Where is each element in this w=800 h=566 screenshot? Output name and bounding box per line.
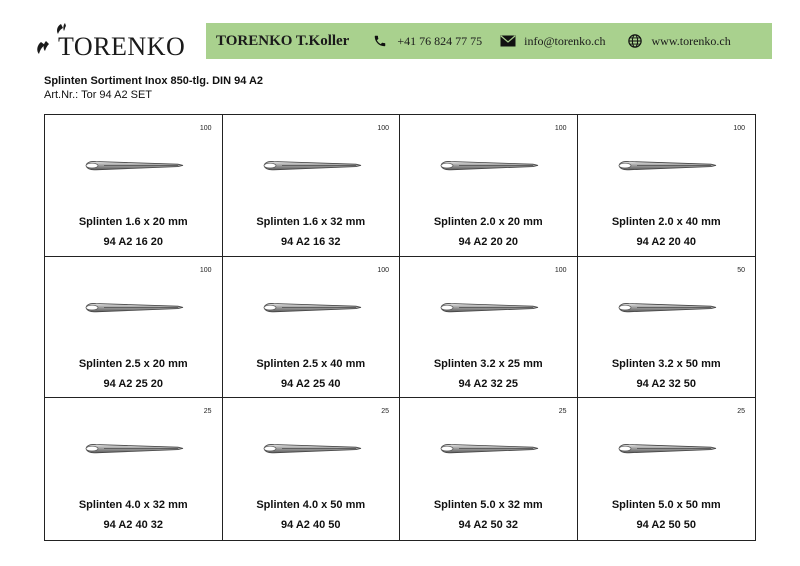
product-cell [400, 398, 578, 540]
product-code: 94 A2 25 20 [103, 377, 164, 390]
product-cell [578, 257, 756, 399]
product-code: 94 A2 40 32 [103, 519, 164, 532]
product-name: Splinten 2.0 x 40 mm [611, 216, 721, 228]
product-name: Splinten 3.2 x 50 mm [611, 357, 721, 370]
website-url: www.torenko.ch [651, 33, 731, 48]
product-code: 94 A2 16 32 [280, 236, 341, 248]
product-cell [223, 257, 401, 399]
quantity-label: 25 [381, 408, 389, 416]
product-title: Splinten Sortiment Inox 850-tlg. DIN 94 A2 [44, 75, 264, 87]
product-cell [223, 398, 401, 540]
product-cell [400, 257, 578, 399]
product-code: 94 A2 16 20 [103, 236, 164, 248]
cotter-pin-image [260, 440, 364, 458]
cotter-pin-image [615, 299, 719, 317]
quantity-label: 25 [203, 408, 212, 416]
website-contact[interactable] [628, 34, 731, 49]
quantity-label: 100 [199, 125, 212, 132]
phone-contact[interactable] [373, 34, 482, 49]
product-name: Splinten 2.0 x 20 mm [433, 216, 543, 228]
product-name: Splinten 5.0 x 50 mm [611, 499, 721, 512]
product-cell [45, 115, 223, 257]
phone-icon [373, 34, 387, 48]
contact-banner [206, 23, 772, 59]
email-address: info@torenko.ch [524, 33, 606, 48]
product-name: Splinten 4.0 x 32 mm [78, 499, 188, 512]
product-cell [578, 115, 756, 257]
quantity-label: 100 [554, 125, 567, 132]
cotter-pin-image [615, 440, 719, 458]
product-cell [400, 115, 578, 257]
cotter-pin-image [615, 157, 719, 175]
article-number: Art.Nr.: Tor 94 A2 SET [44, 89, 153, 101]
product-name: Splinten 2.5 x 20 mm [78, 357, 188, 370]
company-logo [28, 14, 188, 62]
product-code: 94 A2 50 32 [458, 519, 519, 532]
product-cell [45, 398, 223, 540]
quantity-label: 100 [377, 266, 389, 274]
product-grid [44, 114, 756, 541]
product-code: 94 A2 32 25 [458, 377, 519, 390]
company-name: TORENKO T.Koller [216, 32, 350, 49]
cotter-pin-image [260, 299, 364, 317]
cotter-pin-image [260, 157, 364, 175]
product-code: 94 A2 20 40 [636, 236, 697, 248]
quantity-label: 100 [554, 266, 567, 274]
product-name: Splinten 5.0 x 32 mm [433, 499, 543, 512]
cotter-pin-image [437, 157, 541, 175]
product-code: 94 A2 50 50 [636, 519, 697, 532]
envelope-icon [500, 35, 516, 47]
cotter-pin-image [82, 299, 186, 317]
product-name: Splinten 4.0 x 50 mm [256, 499, 366, 512]
cotter-pin-image [82, 157, 186, 175]
product-code: 94 A2 20 20 [458, 236, 519, 248]
globe-icon [628, 34, 642, 48]
cotter-pin-image [437, 299, 541, 317]
product-code: 94 A2 40 50 [280, 519, 341, 532]
product-name: Splinten 1.6 x 32 mm [256, 216, 366, 228]
product-name: Splinten 1.6 x 20 mm [78, 216, 188, 228]
quantity-label: 25 [737, 408, 745, 416]
product-name: Splinten 3.2 x 25 mm [433, 357, 543, 370]
quantity-label: 50 [737, 266, 745, 274]
cotter-pin-image [82, 440, 186, 458]
product-code: 94 A2 32 50 [636, 377, 697, 390]
product-cell [578, 398, 756, 540]
product-cell [223, 115, 401, 257]
phone-number: +41 76 824 77 75 [397, 33, 483, 48]
quantity-label: 100 [377, 125, 389, 132]
quantity-label: 100 [733, 125, 745, 132]
cotter-pin-image [437, 440, 541, 458]
quantity-label: 25 [558, 408, 567, 416]
email-contact[interactable] [500, 34, 605, 49]
product-cell [45, 257, 223, 399]
product-name: Splinten 2.5 x 40 mm [256, 357, 366, 370]
product-code: 94 A2 25 40 [280, 377, 341, 390]
logo-text: TORENKO [58, 32, 186, 61]
quantity-label: 100 [199, 266, 212, 274]
